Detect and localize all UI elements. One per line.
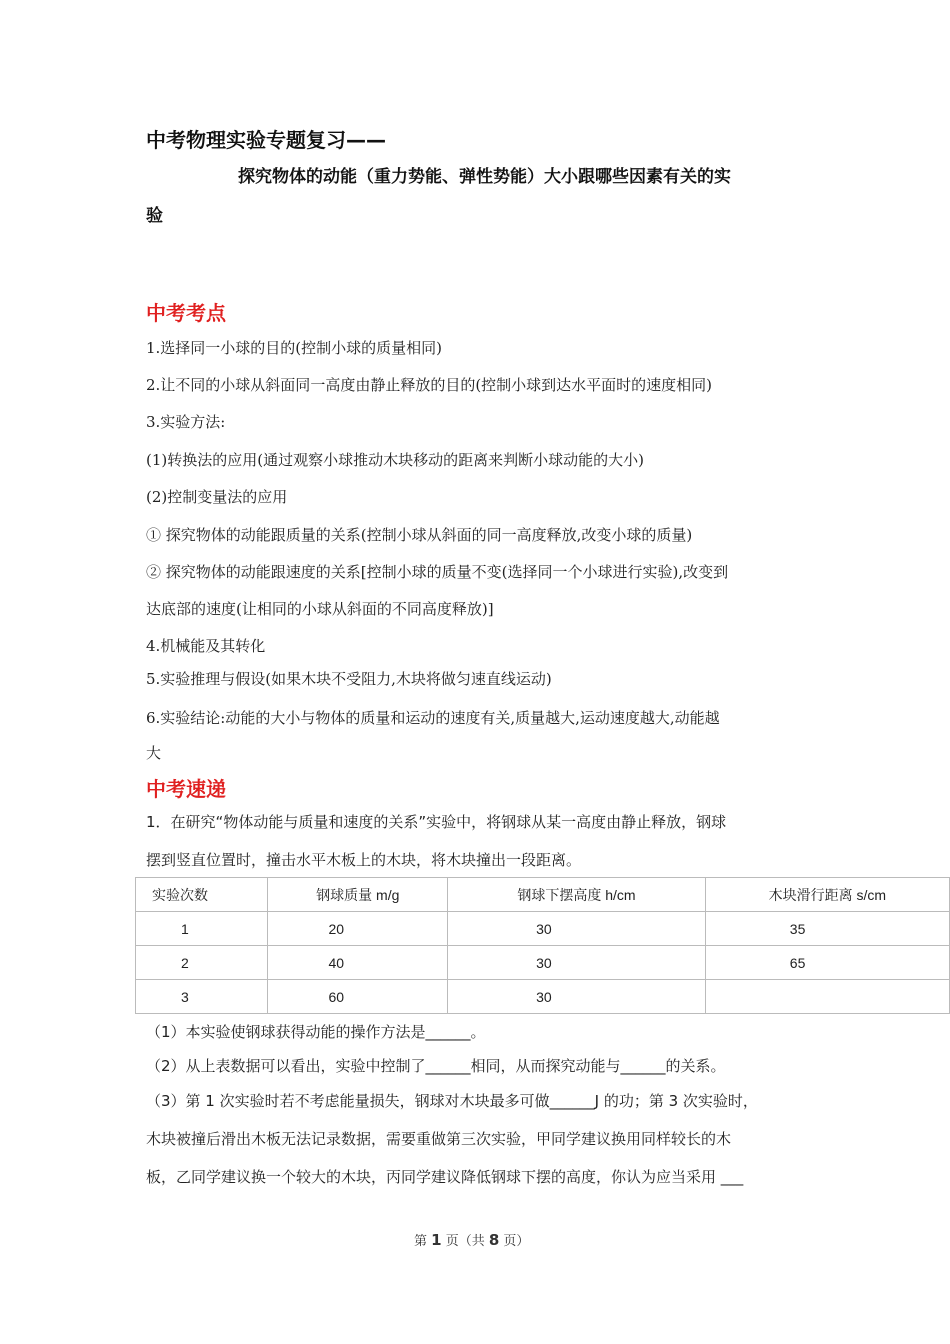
sub-question-3-line-3: 板，乙同学建议换一个较大的木块，丙同学建议降低钢球下摆的高度，你认为应当采用 ___ bbox=[146, 1168, 744, 1186]
point-item: 5.实验推理与假设(如果木块不受阻力,木块将做匀速直线运动) bbox=[146, 670, 552, 688]
section-heading-exam-news: 中考速递 bbox=[146, 777, 226, 801]
table-cell: 65 bbox=[705, 946, 949, 980]
point-item: 1.选择同一小球的目的(控制小球的质量相同) bbox=[146, 339, 443, 357]
table-cell: 60 bbox=[268, 980, 448, 1014]
footer-prefix: 第 bbox=[414, 1234, 432, 1249]
table-row bbox=[136, 946, 950, 980]
page-title: 中考物理实验专题复习—— bbox=[146, 128, 386, 152]
point-item: (1)转换法的应用(通过观察小球推动木块移动的距离来判断小球动能的大小) bbox=[146, 451, 644, 469]
section-heading-key-points: 中考考点 bbox=[146, 301, 226, 325]
point-item: ② 探究物体的动能跟速度的关系[控制小球的质量不变(选择同一个小球进行实验),改变到 bbox=[146, 563, 729, 581]
table-cell: 3 bbox=[136, 980, 268, 1014]
table-cell: 30 bbox=[448, 980, 706, 1014]
table-cell: 30 bbox=[448, 912, 706, 946]
question-1-line-2: 摆到竖直位置时，撞击水平木板上的木块，将木块撞出一段距离。 bbox=[146, 851, 582, 869]
sub-question-3-line-2: 木块被撞后滑出木板无法记录数据，需要重做第三次实验，甲同学建议换用同样较长的木 bbox=[146, 1130, 732, 1148]
table-header-cell: 实验次数 bbox=[136, 878, 268, 912]
table-row bbox=[136, 980, 950, 1014]
table-header-cell: 钢球下摆高度 h/cm bbox=[448, 878, 706, 912]
table-cell: 40 bbox=[268, 946, 448, 980]
point-item: 6.实验结论:动能的大小与物体的质量和运动的速度有关,质量越大,运动速度越大,动能越 bbox=[146, 709, 720, 727]
table-cell bbox=[705, 980, 949, 1014]
point-item: 2.让不同的小球从斜面同一高度由静止释放的目的(控制小球到达水平面时的速度相同) bbox=[146, 376, 713, 394]
sub-question-1: （1）本实验使钢球获得动能的操作方法是______。 bbox=[146, 1023, 486, 1041]
question-1-line-1: 1．在研究“物体动能与质量和速度的关系”实验中，将钢球从某一高度由静止释放，钢球 bbox=[146, 813, 727, 831]
table-cell: 20 bbox=[268, 912, 448, 946]
table-cell: 1 bbox=[136, 912, 268, 946]
point-item: 4.机械能及其转化 bbox=[146, 637, 266, 655]
point-item: 达底部的速度(让相同的小球从斜面的不同高度释放)] bbox=[146, 600, 494, 618]
table-row bbox=[136, 912, 950, 946]
point-item: ① 探究物体的动能跟质量的关系(控制小球从斜面的同一高度释放,改变小球的质量) bbox=[146, 526, 693, 544]
table-header-cell: 钢球质量 m/g bbox=[268, 878, 448, 912]
table-cell: 30 bbox=[448, 946, 706, 980]
table-header-row bbox=[136, 878, 950, 912]
sub-question-3-line-1: （3）第 1 次实验时若不考虑能量损失，钢球对木块最多可做______J 的功；第 3 次实验时， bbox=[146, 1092, 758, 1110]
subtitle-line-1: 探究物体的动能（重力势能、弹性势能）大小跟哪些因素有关的实 bbox=[238, 167, 731, 187]
point-item: 大 bbox=[146, 744, 162, 762]
footer-suffix: 页） bbox=[499, 1234, 530, 1249]
table-cell: 2 bbox=[136, 946, 268, 980]
experiment-data-table bbox=[135, 877, 950, 1014]
point-item: (2)控制变量法的应用 bbox=[146, 488, 288, 506]
footer-page-number: 1 bbox=[431, 1231, 442, 1249]
sub-question-2: （2）从上表数据可以看出，实验中控制了______相同，从而探究动能与______的关系。 bbox=[146, 1057, 726, 1075]
footer-total-pages: 8 bbox=[488, 1231, 500, 1249]
page-footer bbox=[414, 1230, 529, 1249]
subtitle-line-2: 验 bbox=[146, 206, 163, 226]
footer-middle: 页（共 bbox=[441, 1234, 489, 1249]
table-header-cell: 木块滑行距离 s/cm bbox=[705, 878, 949, 912]
table-cell: 35 bbox=[705, 912, 949, 946]
point-item: 3.实验方法: bbox=[146, 413, 226, 431]
